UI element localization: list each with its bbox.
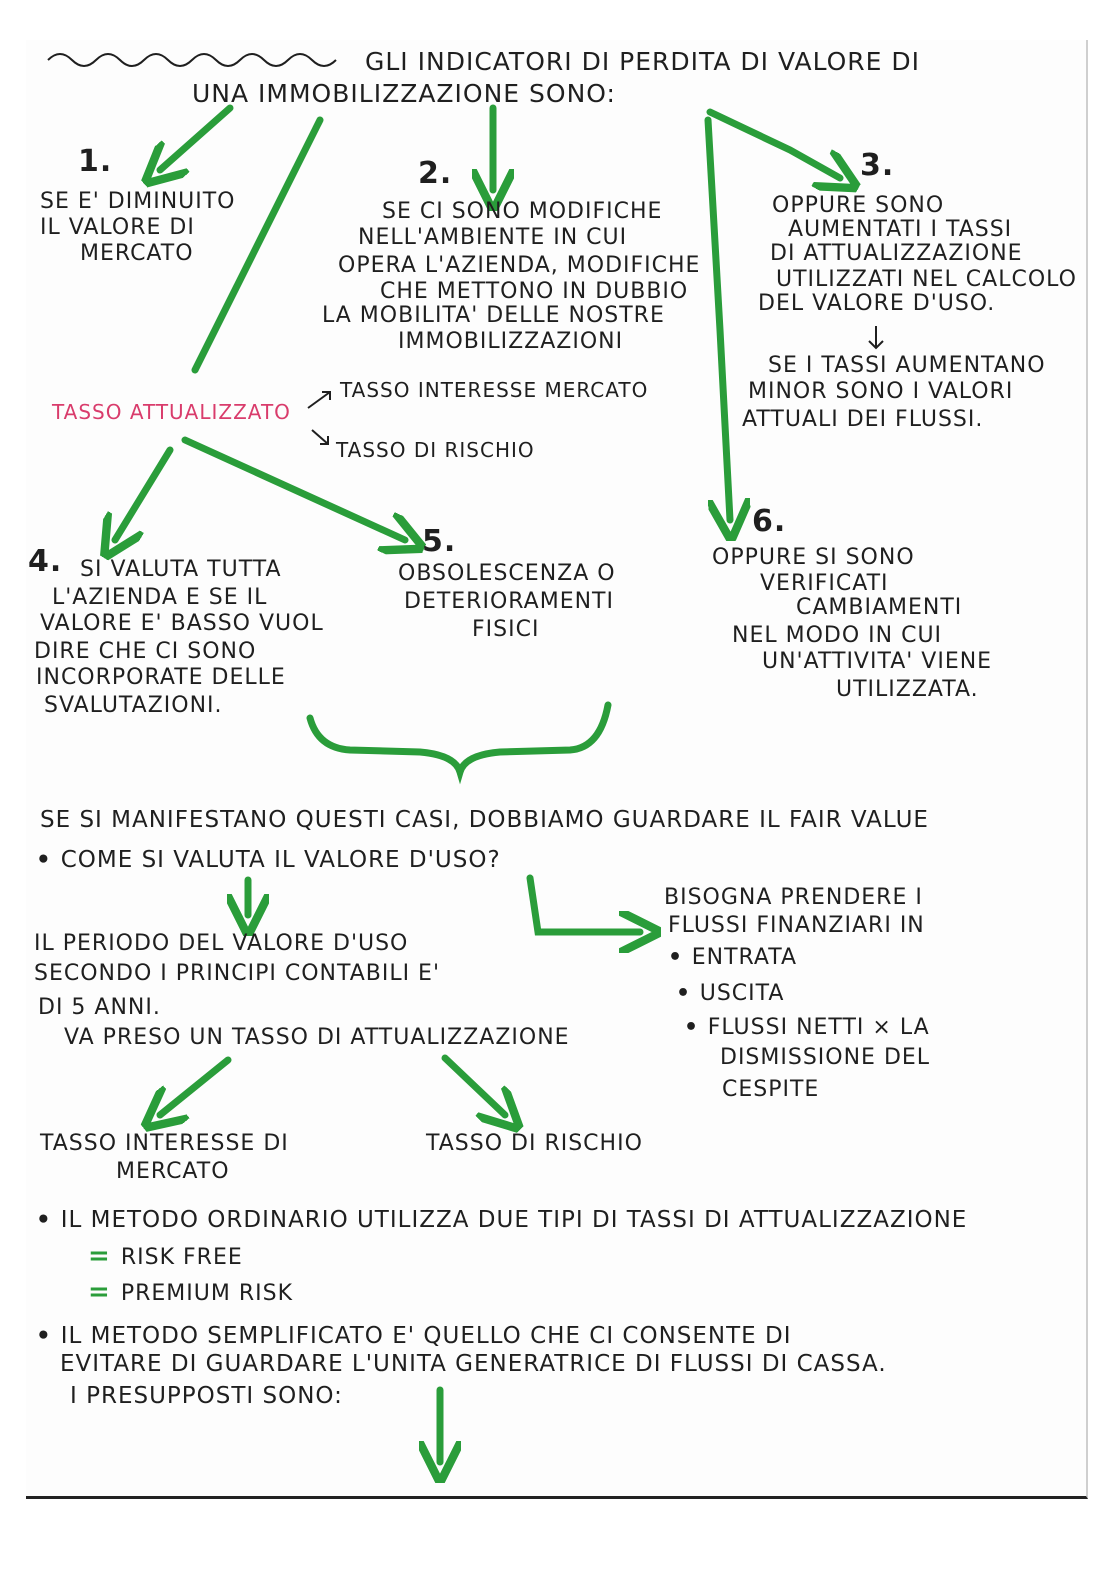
item-6-line: NEL MODO IN CUI: [732, 623, 943, 648]
presupposti-line: I PRESUPPOSTI SONO:: [70, 1383, 343, 1409]
item-4-line: INCORPORATE DELLE: [36, 665, 286, 690]
metodo-semplificato-line: • IL METODO SEMPLIFICATO E' QUELLO CHE CI CONSENTE DI: [36, 1322, 792, 1350]
dash-marker: =: [88, 1277, 121, 1307]
intro-line-1: GLI INDICATORI DI PERDITA DI VALORE DI: [365, 47, 921, 76]
item-5-line: OBSOLESCENZA O: [398, 561, 616, 586]
item-1-line: SE E' DIMINUITO: [40, 189, 236, 214]
item-4-line: L'AZIENDA E SE IL: [52, 585, 268, 610]
item-6-line: OPPURE SI SONO: [712, 545, 915, 570]
item-6-number: 6.: [752, 504, 787, 539]
item-2-line: LA MOBILITA' DELLE NOSTRE: [322, 303, 665, 328]
periodo-line: DI 5 ANNI.: [38, 995, 161, 1020]
tasso-rischio: TASSO DI RISCHIO: [336, 438, 535, 462]
periodo-line: VA PRESO UN TASSO DI ATTUALIZZAZIONE: [64, 1025, 570, 1050]
item-6-line: CAMBIAMENTI: [796, 595, 963, 620]
tassi-note-line: SE I TASSI AUMENTANO: [768, 353, 1046, 378]
periodo-line: SECONDO I PRINCIPI CONTABILI E': [34, 961, 441, 986]
item-5-line: FISICI: [472, 617, 540, 642]
dash-marker: =: [88, 1241, 121, 1271]
tasso-di-rischio: TASSO DI RISCHIO: [426, 1131, 643, 1156]
premium-risk-label: PREMIUM RISK: [120, 1281, 294, 1306]
item-3-line: DI ATTUALIZZAZIONE: [770, 241, 1023, 266]
item-5-line: DETERIORAMENTI: [404, 589, 614, 614]
tasso-interesse-di-mercato-cont: MERCATO: [116, 1159, 230, 1184]
premium-risk-item: [88, 1278, 293, 1308]
item-6-line: UTILIZZATA.: [836, 677, 979, 702]
item-1-line: IL VALORE DI: [40, 215, 195, 240]
item-4-number: 4.: [28, 544, 63, 579]
periodo-line: IL PERIODO DEL VALORE D'USO: [34, 931, 409, 956]
flussi-netti-cont: DISMISSIONE DEL: [720, 1045, 931, 1070]
item-1-number: 1.: [78, 144, 113, 179]
item-3-line: AUMENTATI I TASSI: [788, 217, 1013, 242]
flussi-intro-line: BISOGNA PRENDERE I: [664, 885, 923, 910]
intro-line-2: UNA IMMOBILIZZAZIONE SONO:: [192, 79, 616, 108]
risk-free-item: [88, 1242, 243, 1272]
item-2-line: SE CI SONO MODIFICHE: [382, 199, 663, 224]
item-4-line: VALORE E' BASSO VUOL: [40, 611, 324, 636]
item-2-line: CHE METTONO IN DUBBIO: [380, 279, 689, 304]
flussi-netti: • FLUSSI NETTI × LA: [684, 1014, 930, 1042]
item-2-line: OPERA L'AZIENDA, MODIFICHE: [338, 253, 701, 278]
conclusion-line: SE SI MANIFESTANO QUESTI CASI, DOBBIAMO GUARDARE IL FAIR VALUE: [40, 807, 929, 833]
item-3-line: DEL VALORE D'USO.: [758, 291, 996, 316]
item-4-line: DIRE CHE CI SONO: [34, 639, 257, 664]
tassi-note-line: MINOR SONO I VALORI: [748, 379, 1014, 404]
tasso-attualizzato-label: TASSO ATTUALIZZATO: [52, 400, 291, 424]
flussi-intro-line: FLUSSI FINANZIARI IN: [668, 913, 925, 938]
item-6-line: VERIFICATI: [760, 571, 889, 596]
question-line: • COME SI VALUTA IL VALORE D'USO?: [36, 846, 501, 874]
tasso-interesse-mercato: TASSO INTERESSE MERCATO: [340, 378, 649, 402]
tassi-note-line: ATTUALI DEI FLUSSI.: [742, 407, 984, 432]
metodo-semplificato-line: EVITARE DI GUARDARE L'UNITA GENERATRICE DI FLUSSI DI CASSA.: [60, 1351, 887, 1377]
item-3-line: UTILIZZATI NEL CALCOLO: [776, 267, 1077, 292]
tasso-interesse-di-mercato: TASSO INTERESSE DI: [40, 1131, 289, 1156]
item-3-line: OPPURE SONO: [772, 193, 945, 218]
item-2-line: IMMOBILIZZAZIONI: [398, 329, 624, 354]
metodo-ordinario: • IL METODO ORDINARIO UTILIZZA DUE TIPI DI TASSI DI ATTUALIZZAZIONE: [36, 1206, 967, 1234]
flussi-netti-cont: CESPITE: [722, 1077, 820, 1102]
risk-free-label: RISK FREE: [120, 1245, 243, 1270]
item-5-number: 5.: [422, 524, 457, 559]
flussi-uscita: • USCITA: [676, 980, 784, 1008]
item-2-number: 2.: [418, 156, 453, 191]
item-4-line: SI VALUTA TUTTA: [80, 557, 282, 582]
item-2-line: NELL'AMBIENTE IN CUI: [358, 225, 628, 250]
item-3-number: 3.: [860, 148, 895, 183]
item-1-line: MERCATO: [80, 241, 194, 266]
item-6-line: UN'ATTIVITA' VIENE: [762, 649, 993, 674]
flussi-entrata: • ENTRATA: [668, 944, 797, 972]
item-4-line: SVALUTAZIONI.: [44, 693, 223, 718]
